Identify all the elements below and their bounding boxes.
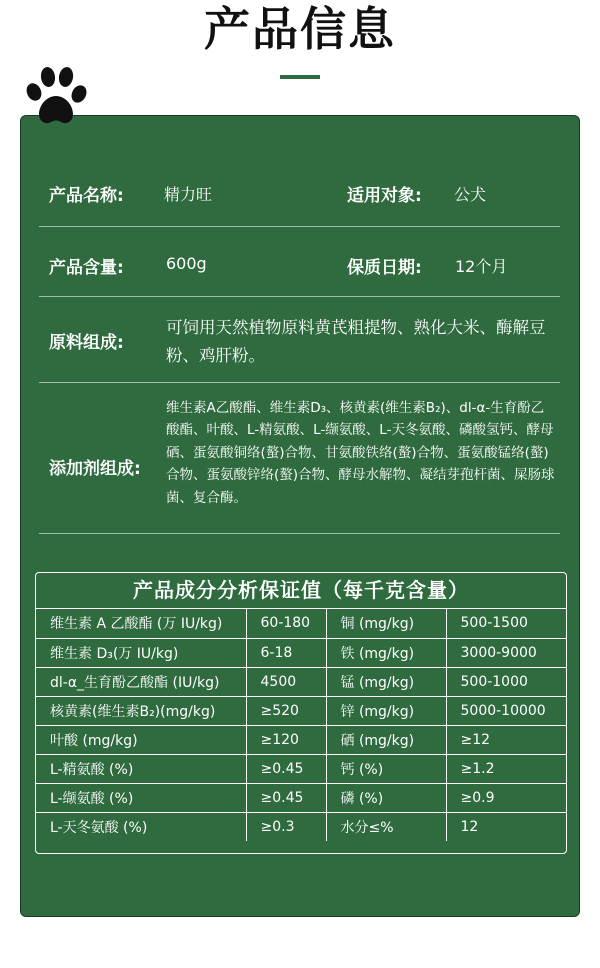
analysis-grid xyxy=(36,609,566,841)
nutrient-value-cell: 3000-9000 xyxy=(446,638,566,667)
weight-value: 600g xyxy=(166,254,207,273)
nutrient-value-cell: 5000-10000 xyxy=(446,696,566,725)
nutrient-value-cell: ≥0.45 xyxy=(246,754,326,783)
shelf-life-value: 12个月 xyxy=(455,257,508,276)
nutrient-value-cell: ≥520 xyxy=(246,696,326,725)
table-row xyxy=(36,754,566,783)
table-row xyxy=(36,783,566,812)
analysis-table-title: 产品成分分析保证值（每千克含量） xyxy=(36,573,566,609)
nutrient-name-cell: 锌 (mg/kg) xyxy=(326,696,446,725)
info-row-weight-shelf xyxy=(39,226,560,297)
table-row xyxy=(36,609,566,638)
nutrient-name-cell: 锰 (mg/kg) xyxy=(326,667,446,696)
additives-label: 添加剂组成: xyxy=(49,459,141,479)
weight-label: 产品含量: xyxy=(49,258,124,278)
nutrient-value-cell: ≥1.2 xyxy=(446,754,566,783)
table-row xyxy=(36,667,566,696)
info-row-name-target xyxy=(39,116,560,227)
table-row xyxy=(36,638,566,667)
nutrient-name-cell: 叶酸 (mg/kg) xyxy=(36,725,246,754)
nutrient-value-cell: ≥12 xyxy=(446,725,566,754)
table-row xyxy=(36,696,566,725)
nutrient-name-cell: 铁 (mg/kg) xyxy=(326,638,446,667)
table-row xyxy=(36,725,566,754)
table-row xyxy=(36,812,566,841)
nutrient-name-cell: 水分≤% xyxy=(326,812,446,841)
nutrient-name-cell: dl-α_生育酚乙酸酯 (IU/kg) xyxy=(36,667,246,696)
nutrient-name-cell: 磷 (%) xyxy=(326,783,446,812)
nutrient-value-cell: 6-18 xyxy=(246,638,326,667)
nutrient-value-cell: ≥0.3 xyxy=(246,812,326,841)
nutrient-name-cell: L-缬氨酸 (%) xyxy=(36,783,246,812)
shelf-life-label: 保质日期: xyxy=(347,258,422,278)
title-underline xyxy=(280,75,320,79)
nutrient-name-cell: 铜 (mg/kg) xyxy=(326,609,446,638)
page-title: 产品信息 xyxy=(204,2,396,56)
nutrient-value-cell: 4500 xyxy=(246,667,326,696)
nutrient-name-cell: 维生素 D₃(万 IU/kg) xyxy=(36,638,246,667)
product-name-label: 产品名称: xyxy=(49,186,124,206)
ingredients-value: 可饲用天然植物原料黄芪粗提物、熟化大米、酶解豆粉、鸡肝粉。 xyxy=(166,318,546,365)
nutrient-value-cell: ≥0.9 xyxy=(446,783,566,812)
nutrient-value-cell: ≥0.45 xyxy=(246,783,326,812)
product-info-panel xyxy=(20,115,580,917)
additives-value: 维生素A乙酸酯、维生素D₃、核黄素(维生素B₂)、dl-α-生育酚乙酸酯、叶酸、L-精氨酸、L-缬氨酸、L-天冬氨酸、磷酸氢钙、酵母硒、蛋氨酸铜络(螯)合物、甘氨酸铁络(螯)合物、蛋氨酸锰络(螯)合物、蛋氨酸锌络(螯)合物、酵母水解物、凝结芽孢杆菌、屎肠球菌、复合酶。 xyxy=(166,400,555,506)
nutrient-value-cell: ≥120 xyxy=(246,725,326,754)
nutrient-name-cell: 钙 (%) xyxy=(326,754,446,783)
ingredients-label: 原料组成: xyxy=(49,333,124,353)
nutrient-name-cell: L-天冬氨酸 (%) xyxy=(36,812,246,841)
nutrient-name-cell: L-精氨酸 (%) xyxy=(36,754,246,783)
target-label: 适用对象: xyxy=(347,186,422,206)
nutrient-value-cell: 500-1500 xyxy=(446,609,566,638)
target-value: 公犬 xyxy=(454,185,487,204)
product-name-value: 精力旺 xyxy=(164,185,213,204)
paw-print-icon xyxy=(24,64,88,130)
info-row-ingredients xyxy=(39,296,560,383)
nutrient-value-cell: 500-1000 xyxy=(446,667,566,696)
analysis-table xyxy=(35,572,567,854)
nutrient-value-cell: 12 xyxy=(460,818,479,835)
nutrient-name-cell: 硒 (mg/kg) xyxy=(326,725,446,754)
nutrient-value-cell: 60-180 xyxy=(246,609,326,638)
nutrient-name-cell: 核黄素(维生素B₂)(mg/kg) xyxy=(36,696,246,725)
info-row-additives xyxy=(39,382,560,534)
nutrient-name-cell: 维生素 A 乙酸酯 (万 IU/kg) xyxy=(36,609,246,638)
